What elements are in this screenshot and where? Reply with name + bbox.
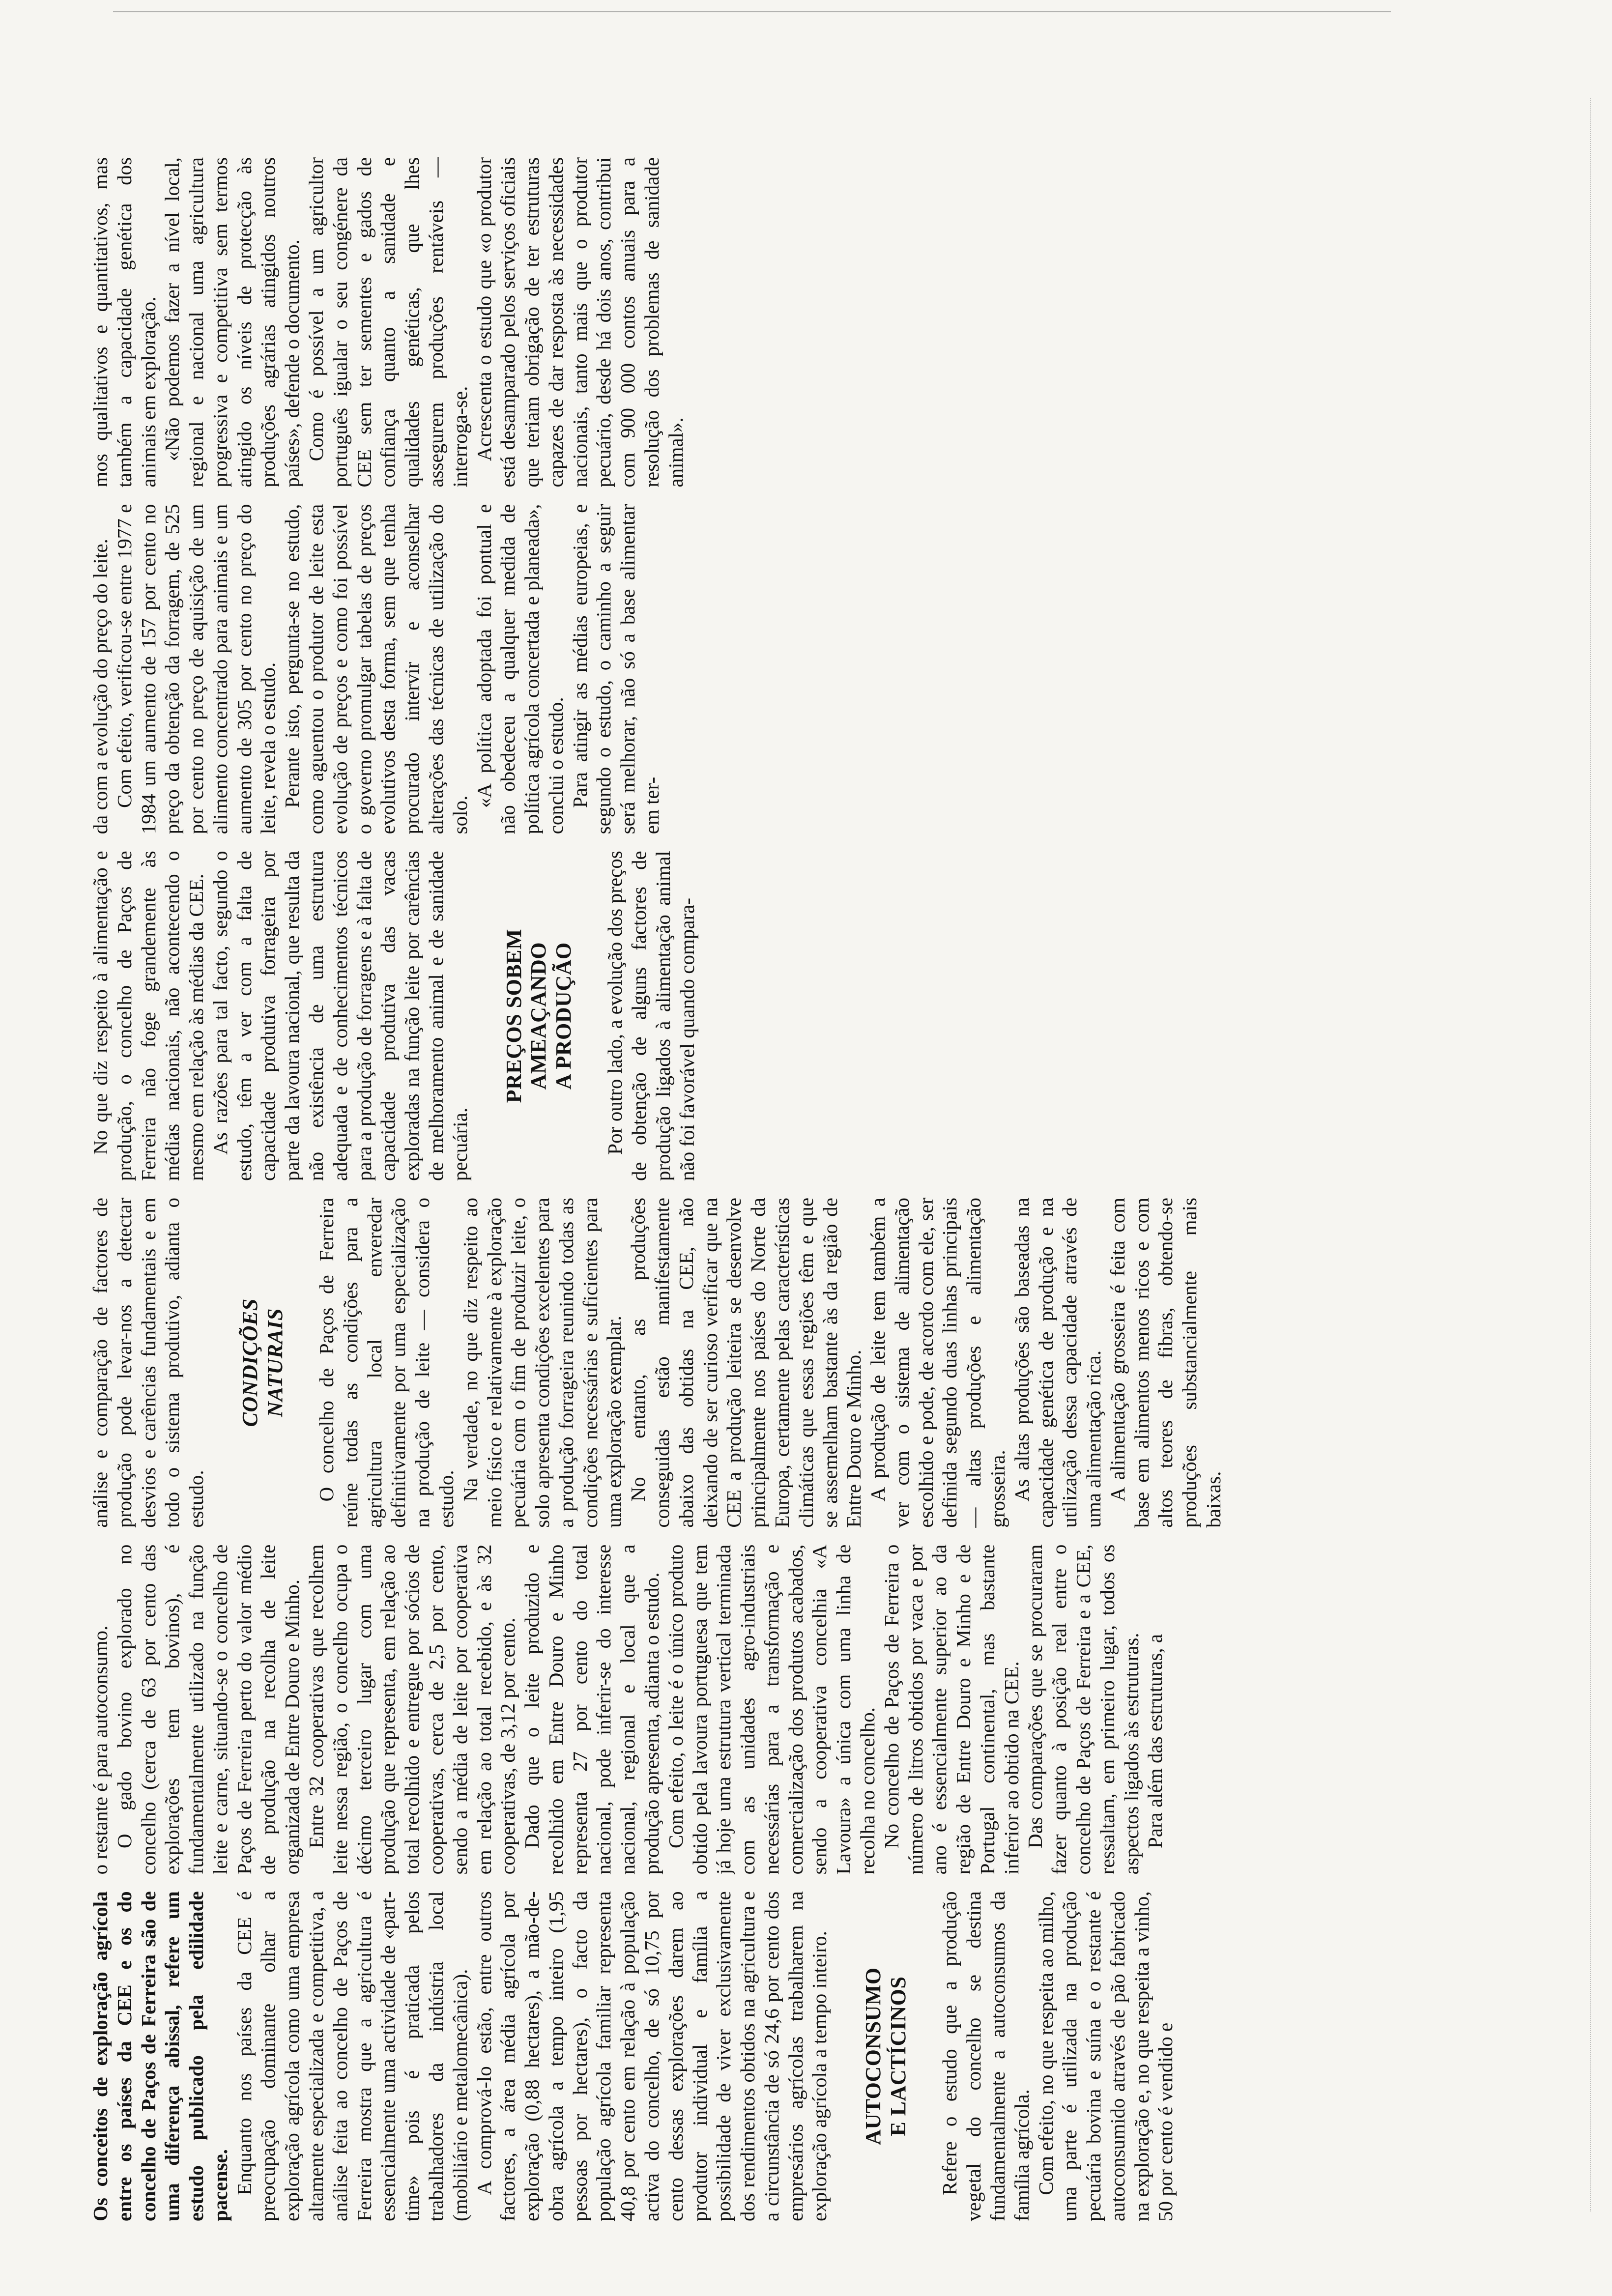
article-column-4 xyxy=(88,851,1553,1181)
paragraph: As altas produções são baseadas na capacidade genética de produção e na utilização dessa capacidade através de uma alimentação rica. xyxy=(1010,1197,1105,1528)
paragraph: Perante isto, pergunta-se no estudo, como aguentou o produtor de leite esta evolução de preços e como foi possível o governo promulgar tabelas de preços evolutivos desta forma, sem que tenha procurado intervir e aconselhar alterações das técnicas de utilização do solo. xyxy=(281,504,471,834)
paragraph: Enquanto nos países da CEE é preocupação dominante olhar a exploração agrícola como uma empresa altamente especializada e competitiva, a análise feita ao concelho de Paços de Ferreira mostra que a agricultura é essencialmente uma actividade de «part-time» pois é praticada pelos trabalhadores da indústria local (mobiliário e metalomecânica). xyxy=(232,1891,471,2221)
paragraph: o restante é para autoconsumo. xyxy=(89,1625,112,1875)
paragraph: A alimentação grosseira é feita com base em alimentos menos ricos e com altos teores de fibras, obtendo-se produções substancialmente mais baixas. xyxy=(1106,1197,1225,1528)
paragraph: A produção de leite tem também a ver com o sistema de alimentação escolhido e pode, de acordo com ele, ser definida segundo duas linhas principais — altas produções e alimentação grosseira. xyxy=(866,1197,1009,1528)
scan-edge-noise xyxy=(1590,98,1592,2211)
paragraph: Com efeito, o leite é o único produto obtido pela lavoura portuguesa que tem já hoje uma estrutura vertical terminada com as unidades agro-industriais necessárias para a transformação e comercialização dos produtos acabados, sendo a cooperativa concelhia «A Lavoura» a única com uma linha de recolha no concelho. xyxy=(664,1544,879,1875)
paragraph: Refere o estudo que a produção vegetal do concelho se destina fundamentalmente a autoconsumos da família agrícola. xyxy=(938,1891,1033,2221)
paragraph: Para atingir as médias europeias, e segundo o estudo, o caminho a seguir será melhorar, não só a base alimentar em ter- xyxy=(568,504,663,834)
lead-paragraph: Os conceitos de exploração agrícola entre os países da CEE e os do concelho de Paços de Ferreira são de uma diferença abissal, refere um estudo publicado pela edilidade pacense. xyxy=(89,1891,231,2221)
scan-edge-line xyxy=(113,11,1391,15)
section-heading-precos-sobem: PREÇOS SOBEM AMEAÇANDO A PRODUÇÃO xyxy=(501,928,576,1103)
paragraph: da com a evolução do preço do leite. xyxy=(89,539,112,834)
newspaper-article xyxy=(88,157,1553,2221)
paragraph: As razões para tal facto, segundo o estudo, têm a ver com a falta de capacidade produtiva forrageira por parte da lavoura nacional, que resulta da não existência de uma estrutura adequada e de conhecimentos técnicos para a produção de forragens e à falta de capacidade produtiva das vacas exploradas na função leite por carências de melhoramento animal e de sanidade pecuária. xyxy=(208,851,471,1181)
paragraph: O concelho de Paços de Ferreira reúne todas as condições para a agricultura local enveredar definitivamente por uma especialização na produção de leite — considera o estudo. xyxy=(315,1197,458,1528)
paragraph: No concelho de Paços de Ferreira o número de litros obtidos por vaca e por ano é essencialmente superior ao da região de Entre Douro e Minho e de Portugal continental, mas bastante inferior ao obtido na CEE. xyxy=(880,1544,1023,1875)
paragraph: análise e comparação de factores de produção pode levar-nos a detectar desvios e carências fundamentais e em todo o sistema produtivo, adianta o estudo. xyxy=(89,1197,208,1528)
paragraph: Acrescenta o estudo que «o produtor está desamparado pelos serviços oficiais que teriam obrigação de ter estruturas capazes de dar resposta às necessidades nacionais, tanto mais que o produtor pecuário, desde há dois anos, contribui com 900 000 contos anuais para a resolução dos problemas de sanidade animal». xyxy=(472,157,687,488)
paragraph: «Não podemos fazer a nível local, regional e nacional uma agricultura progressiva e competitiva sem termos atingido os níveis de protecção às produções agrárias atingidos noutros países», defende o documento. xyxy=(161,157,304,488)
paragraph: mos qualitativos e quantitativos, mas também a capacidade genética dos animais em exploração. xyxy=(89,157,160,488)
article-column-5 xyxy=(88,504,1553,834)
paragraph: «A política adoptada foi pontual e não obedeceu a qualquer medida de política agrícola concertada e planeada», conclui o estudo. xyxy=(472,504,567,834)
section-heading-condicoes-naturais: CONDIÇÕES NATURAIS xyxy=(237,1298,287,1427)
paragraph: Com efeito, verificou-se entre 1977 e 1984 um aumento de 157 por cento no preço da obtenção da forragem, de 525 por cento no preço de aquisição de um alimento concentrado para animais e um aumento de 305 por cento no preço do leite, revela o estudo. xyxy=(113,504,280,834)
article-column-2 xyxy=(88,1545,1553,1875)
section-heading-autoconsumo: AUTOCONSUMO E LACTÍCINOS xyxy=(861,1967,910,2145)
article-column-3 xyxy=(88,1198,1553,1528)
article-column-6 xyxy=(88,157,1553,488)
paragraph: A comprová-lo estão, entre outros factores, a área média agrícola por exploração (0,88 hectares), a mão-de-obra agrícola a tempo inteiro (1,95 pessoas por hectares), o facto da população agrícola familiar representa 40,8 por cento em relação à população activa do concelho, de só 10,75 por cento dessas explorações darem ao produtor individual e família a possibilidade de viver exclusivamente dos rendimentos obtidos na agricultura e a circunstância de só 24,6 por cento dos empresários agrícolas trabalharem na exploração agrícola a tempo inteiro. xyxy=(472,1891,831,2221)
article-column-1 xyxy=(88,1891,1553,2221)
paragraph: Na verdade, no que diz respeito ao meio físico e relativamente à exploração pecuária com o fim de produzir leite, o solo apresenta condições excelentes para a produção forrageira reunindo todas as condições necessárias e suficientes para uma exploração exemplar. xyxy=(459,1197,626,1528)
paragraph: Com efeito, no que respeita ao milho, uma parte é utilizada na produção pecuária bovina e suína e o restante é autoconsumido através de pão fabricado na exploração e, no que respeita a vinho, 50 por cento é vendido e xyxy=(1034,1891,1177,2221)
paragraph: Como é possível a um agricultor português igualar o seu congénere da CEE sem ter sementes e gados de confiança quanto a sanidade e qualidades genéticas, que lhes assegurem produções rentáveis — interroga-se. xyxy=(305,157,471,488)
paragraph: Por outro lado, a evolução dos preços de obtenção de alguns factores de produção ligados à alimentação animal não foi favorável quando compara- xyxy=(604,851,698,1181)
paragraph: No entanto, as produções conseguidas estão manifestamente abaixo das obtidas na CEE, não deixando de ser curioso verificar que na CEE a produção leiteira se desenvolve principalmente nos países do Norte da Europa, certamente pelas características climáticas que essas regiões têm e que se assemelham bastante às da região de Entre Douro e Minho. xyxy=(627,1197,865,1528)
paragraph: Das comparações que se procuraram fazer quanto à posição real entre o concelho de Paços de Ferreira e a CEE, ressaltam, em primeiro lugar, todos os aspectos ligados às estruturas. xyxy=(1024,1544,1143,1875)
paragraph: Entre 32 cooperativas que recolhem leite nessa região, o concelho ocupa o décimo terceiro lugar com uma produção que representa, em relação ao total recolhido e entregue por sócios de cooperativas, cerca de 2,5 por cento, sendo a média de leite por cooperativa em relação ao total recebido, e às 32 cooperativas, de 3,12 por cento. xyxy=(305,1544,519,1875)
paragraph: O gado bovino explorado no concelho (cerca de 63 por cento das explorações tem bovinos), é fundamentalmente utilizado na função leite e carne, situando-se o concelho de Paços de Ferreira perto do valor médio de produção na recolha de leite organizada de Entre Douro e Minho. xyxy=(113,1544,304,1875)
paragraph: Dado que o leite produzido e recolhido em Entre Douro e Minho representa 27 por cento do total nacional, pode inferir-se do interesse nacional, regional e local que a produção apresenta, adianta o estudo. xyxy=(520,1544,663,1875)
paragraph: No que diz respeito à alimentação e produção, o concelho de Paços de Ferreira não foge grandemente às médias nacionais, não acontecendo o mesmo em relação às médias da CEE. xyxy=(89,851,208,1181)
paragraph: Para além das estruturas, a xyxy=(1144,1634,1167,1849)
